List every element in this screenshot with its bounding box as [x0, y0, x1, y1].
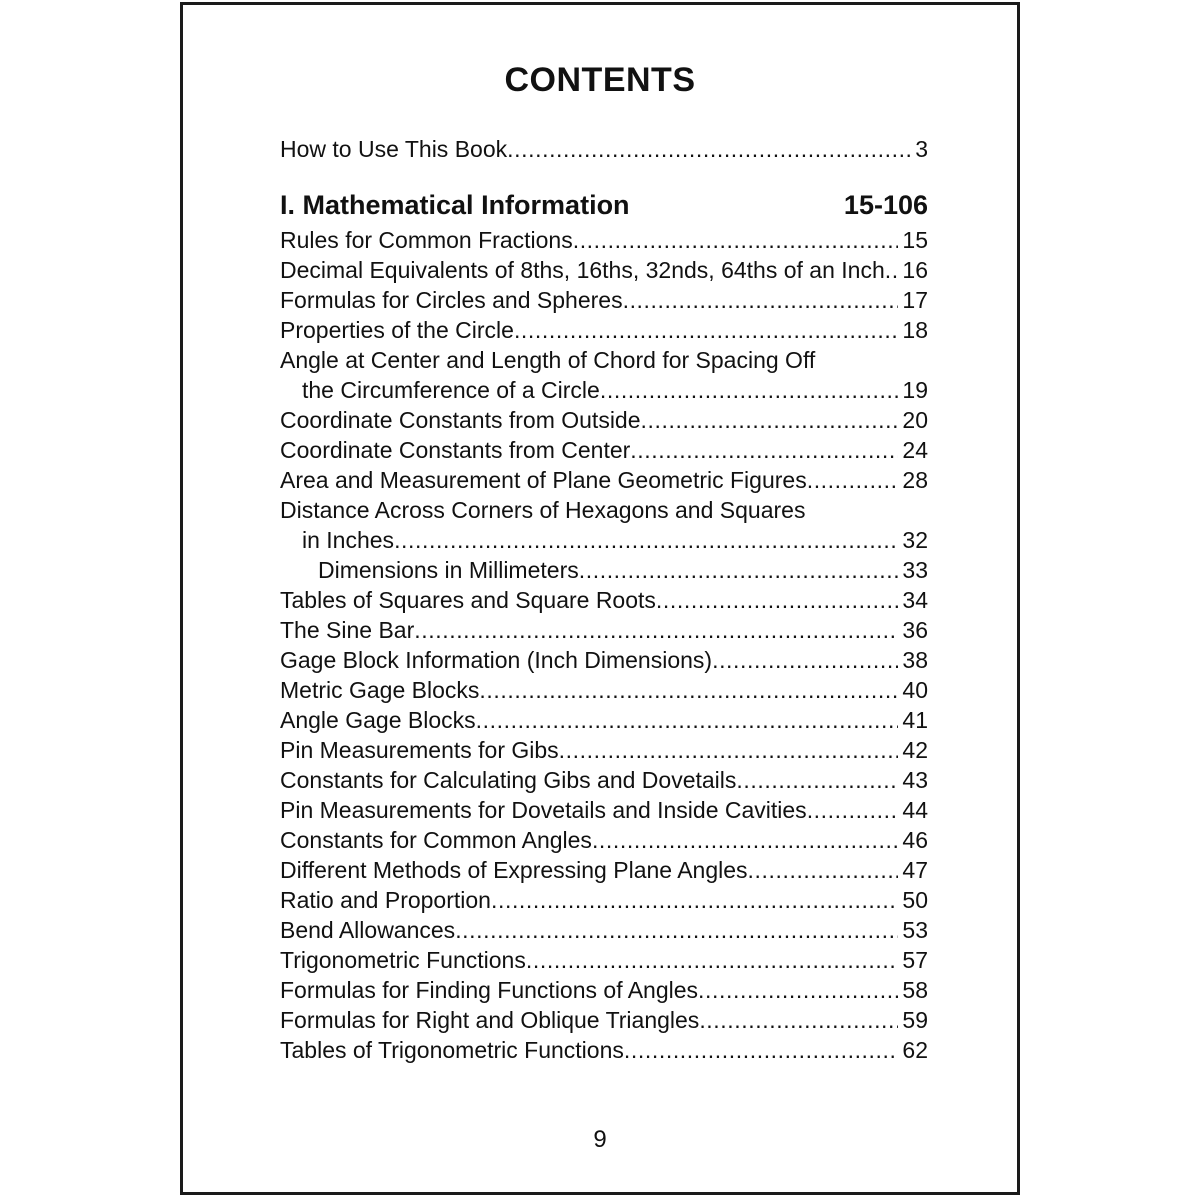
toc-entry-label: Pin Measurements for Gibs [280, 737, 559, 763]
toc-entry-label: Trigonometric Functions [280, 947, 526, 973]
toc-leader-dots [624, 1035, 899, 1065]
toc-entry-label: Ratio and Proportion [280, 887, 491, 913]
toc-entry[interactable] [280, 735, 928, 765]
toc-entry-label: Formulas for Finding Functions of Angles [280, 977, 699, 1003]
toc-entry-label: Properties of the Circle [280, 317, 514, 343]
toc-entry-page: 15 [902, 227, 928, 253]
page-content [183, 5, 1017, 1192]
toc-leader-dots [807, 795, 899, 825]
toc-entry-label: How to Use This Book [280, 136, 508, 162]
toc-part-title: I. Mathematical Information [280, 190, 630, 220]
toc-entry-label: Coordinate Constants from Outside [280, 407, 641, 433]
toc-entry-page: 57 [902, 947, 928, 973]
page-number: 9 [593, 1126, 607, 1153]
toc-entry-page: 19 [902, 377, 928, 403]
toc-entry-label: Tables of Trigonometric Functions [280, 1037, 624, 1063]
toc-leader-dots [559, 735, 899, 765]
toc-leader-dots [748, 855, 899, 885]
toc-entry[interactable] [280, 765, 928, 795]
toc-entry-title-line[interactable] [280, 345, 928, 375]
toc-entry-page: 44 [902, 797, 928, 823]
toc-entry-label: Area and Measurement of Plane Geometric Figures [280, 467, 807, 493]
toc-entry-page: 47 [902, 857, 928, 883]
toc-entry-label: The Sine Bar [280, 617, 415, 643]
toc-entry-page: 43 [902, 767, 928, 793]
toc-entry-page: 46 [902, 827, 928, 853]
toc-entry[interactable] [280, 855, 928, 885]
toc-leader-dots [579, 555, 899, 585]
toc-entry-page: 28 [902, 467, 928, 493]
toc-entry[interactable] [280, 555, 928, 585]
toc-leader-dots [656, 585, 899, 615]
toc-entry[interactable] [280, 645, 928, 675]
toc-leader-dots [736, 765, 898, 795]
toc-entry-page: 42 [902, 737, 928, 763]
toc-entry-label: Dimensions in Millimeters [318, 557, 579, 583]
toc-entry-page: 50 [902, 887, 928, 913]
toc-entry-label: Coordinate Constants from Center [280, 437, 631, 463]
toc-entry-page: 53 [902, 917, 928, 943]
toc-leader-dots [712, 645, 898, 675]
toc-entry[interactable] [280, 945, 928, 975]
toc-entry[interactable] [280, 885, 928, 915]
toc-entry[interactable] [280, 825, 928, 855]
toc-entry[interactable] [280, 225, 928, 255]
toc-leader-dots [507, 134, 911, 164]
toc-entry-page: 59 [902, 1007, 928, 1033]
toc-entry-page: 41 [902, 707, 928, 733]
toc-entry[interactable] [280, 285, 928, 315]
toc-entry-page: 3 [915, 136, 928, 162]
toc-entry-label: Formulas for Circles and Spheres [280, 287, 623, 313]
toc-entry[interactable] [280, 795, 928, 825]
toc-entry-label: Angle Gage Blocks [280, 707, 476, 733]
toc-leader-dots [641, 405, 899, 435]
toc-entry-label: Tables of Squares and Square Roots [280, 587, 656, 613]
toc-intro-group [280, 134, 928, 164]
toc-entry-title-line[interactable] [280, 495, 928, 525]
toc-entry-page: 16 [902, 257, 928, 283]
toc-leader-dots [630, 435, 898, 465]
toc-entry-page: 36 [902, 617, 928, 643]
toc-entry[interactable] [280, 1035, 928, 1065]
toc-entry[interactable] [280, 525, 928, 555]
toc-entry[interactable] [280, 705, 928, 735]
toc-leader-dots [600, 375, 899, 405]
toc-entry-label: in Inches [302, 527, 395, 553]
table-of-contents [280, 134, 928, 1065]
toc-entry-page: 24 [902, 437, 928, 463]
toc-entry-page: 38 [902, 647, 928, 673]
toc-entry[interactable] [280, 134, 928, 164]
toc-entry-label: the Circumference of a Circle [302, 377, 600, 403]
toc-entry-label: Angle at Center and Length of Chord for Spacing Off [280, 347, 816, 373]
toc-entry-label: Rules for Common Fractions [280, 227, 573, 253]
toc-entry-page: 33 [902, 557, 928, 583]
toc-entry-group [280, 225, 928, 1065]
page-border [180, 2, 1020, 1195]
toc-leader-dots [514, 315, 898, 345]
toc-entry[interactable] [280, 315, 928, 345]
toc-entry[interactable] [280, 435, 928, 465]
toc-entry-label: Distance Across Corners of Hexagons and Squares [280, 497, 806, 523]
toc-entry-label: Gage Block Information (Inch Dimensions) [280, 647, 713, 673]
toc-entry-page: 32 [902, 527, 928, 553]
toc-leader-dots [807, 465, 899, 495]
toc-entry[interactable] [280, 675, 928, 705]
toc-leader-dots [414, 615, 898, 645]
toc-part-page-range: 15-106 [843, 190, 928, 220]
toc-entry-page: 34 [902, 587, 928, 613]
toc-leader-dots [623, 285, 899, 315]
toc-entry-page: 58 [902, 977, 928, 1003]
toc-leader-dots [479, 675, 898, 705]
toc-entry[interactable] [280, 915, 928, 945]
page-title: CONTENTS [504, 61, 696, 99]
toc-part-heading[interactable] [280, 188, 928, 222]
toc-leader-dots [885, 255, 899, 285]
toc-entry-page: 18 [902, 317, 928, 343]
toc-leader-dots [394, 525, 898, 555]
toc-entry-label: Constants for Common Angles [280, 827, 592, 853]
toc-leader-dots [592, 825, 898, 855]
toc-leader-dots [698, 975, 898, 1005]
toc-entry[interactable] [280, 975, 928, 1005]
toc-entry-page: 20 [902, 407, 928, 433]
toc-entry-label: Pin Measurements for Dovetails and Inside Cavities [280, 797, 807, 823]
toc-leader-dots [491, 885, 898, 915]
toc-entry-label: Bend Allowances [280, 917, 456, 943]
toc-entry[interactable] [280, 465, 928, 495]
toc-entry[interactable] [280, 255, 928, 285]
toc-entry-label: Metric Gage Blocks [280, 677, 480, 703]
toc-entry[interactable] [280, 615, 928, 645]
toc-leader-dots [455, 915, 898, 945]
toc-entry[interactable] [280, 1005, 928, 1035]
toc-leader-dots [699, 1005, 898, 1035]
toc-leader-dots [573, 225, 899, 255]
toc-entry[interactable] [280, 405, 928, 435]
toc-entry-page: 62 [902, 1037, 928, 1063]
toc-leader-dots [476, 705, 899, 735]
toc-entry-label: Constants for Calculating Gibs and Dovetails [280, 767, 737, 793]
toc-entry-label: Formulas for Right and Oblique Triangles [280, 1007, 700, 1033]
toc-leader-dots [526, 945, 899, 975]
toc-entry-page: 40 [902, 677, 928, 703]
toc-entry[interactable] [280, 375, 928, 405]
toc-entry-label: Different Methods of Expressing Plane Angles [280, 857, 748, 883]
toc-entry-label: Decimal Equivalents of 8ths, 16ths, 32nds, 64ths of an Inch [280, 257, 885, 283]
toc-entry-page: 17 [902, 287, 928, 313]
toc-entry[interactable] [280, 585, 928, 615]
